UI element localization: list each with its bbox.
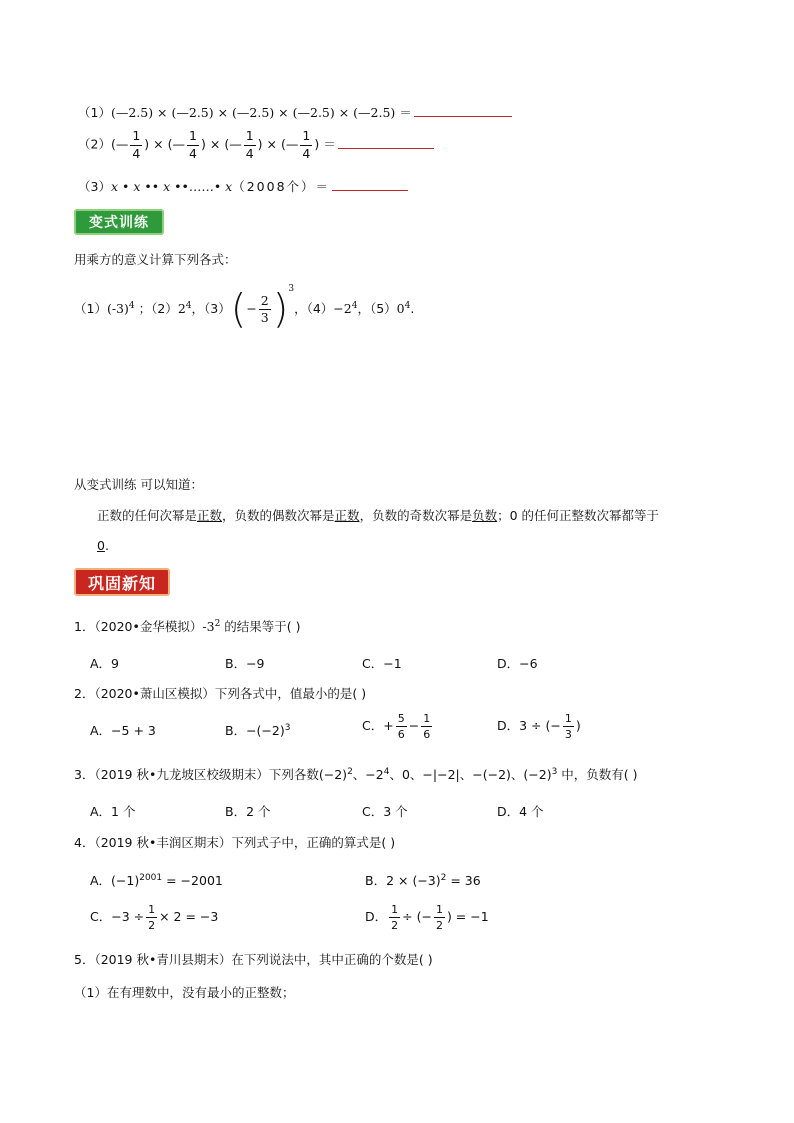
fraction [300, 130, 312, 160]
frac-den: 4 [189, 145, 197, 161]
q3-option-b[interactable]: B．2 个 [225, 804, 271, 819]
exponent: 4 [404, 300, 411, 311]
frac-den: 4 [245, 145, 254, 161]
neg-sign: — [229, 136, 242, 152]
paren: ( [224, 136, 230, 152]
text: A．(−1) [90, 873, 140, 888]
paren: ) [257, 136, 263, 152]
fraction [389, 904, 400, 931]
paren: ) [200, 136, 206, 152]
intro-l3-tail: （2008个）＝ [232, 179, 331, 194]
separator: ，（5） [357, 301, 397, 316]
frac-num: 1 [130, 130, 142, 146]
frac-den: 6 [423, 728, 431, 741]
exponent: 2 [347, 766, 353, 777]
text: ) = −1 [446, 909, 489, 924]
frac-num: 1 [187, 130, 199, 146]
q3-option-d[interactable]: D．4 个 [497, 804, 544, 819]
frac-num: 1 [423, 712, 431, 725]
text: × 2 = −3 [159, 909, 219, 924]
neg-sign: — [172, 136, 186, 152]
exponent: 3 [288, 284, 295, 294]
minus-sign: − [408, 718, 420, 733]
exponent: 3 [551, 766, 558, 777]
answer-blank-3[interactable] [332, 189, 408, 191]
q3-option-a[interactable]: A．1 个 [90, 804, 136, 819]
exponent: 4 [351, 300, 358, 311]
conclusion-head: 从变式训练 可以知道： [74, 477, 203, 492]
intro-l1-number: （1） [78, 105, 111, 120]
frac-den: 3 [564, 728, 572, 741]
frac-den: 3 [260, 310, 269, 325]
underlined-answer: 正数 [334, 508, 360, 523]
text: ，负数的奇数次幂是 [359, 508, 473, 523]
times-sign: × [266, 136, 278, 152]
text: C．−3 ÷ [90, 909, 145, 924]
text: D． [365, 909, 388, 924]
answer-blank-1[interactable] [414, 115, 512, 117]
q4-option-c[interactable] [90, 904, 218, 931]
q3-option-c[interactable]: C．3 个 [362, 804, 408, 819]
frac-num: 1 [300, 130, 312, 146]
fraction [187, 130, 199, 160]
q2-option-a[interactable]: A．−5 + 3 [90, 723, 156, 738]
equals-sign: ＝ [323, 136, 336, 152]
fraction [146, 904, 157, 931]
fraction [244, 130, 256, 160]
frac-num: 1 [244, 130, 256, 146]
text: 3．（2019 秋•九龙坡区校级期末）下列各数 [74, 767, 319, 782]
math-expr: 2 [177, 301, 186, 316]
text: = 36 [446, 873, 481, 888]
fraction [434, 904, 445, 931]
math-expr: -3 [202, 619, 215, 634]
intro-l1-expression: (—2.5) × (—2.5) × (—2.5) × (—2.5) × (—2.5) ＝ [110, 105, 412, 120]
math-expr: 、0、−|−2|、−(−2)、(−2) [389, 767, 552, 782]
q2-option-c[interactable] [362, 713, 434, 740]
frac-den: 4 [302, 145, 311, 161]
fraction [421, 713, 432, 740]
text: ；0 的任何正整数次幂都等于 [497, 508, 660, 523]
exponent: 4 [185, 300, 192, 311]
math-expr: (−2) [318, 767, 348, 782]
separator: ，（4） [294, 301, 334, 316]
paren: ) [144, 136, 150, 152]
fraction [563, 713, 574, 740]
q5-statement-1: （1）在有理数中，没有最小的正整数； [74, 985, 295, 1000]
period: . [410, 301, 415, 316]
intro-l3-number: （3） [78, 179, 111, 194]
frac-num: 1 [391, 903, 399, 916]
math-expr: 0 [396, 301, 405, 316]
times-sign: × [209, 136, 221, 152]
underlined-answer: 0 [97, 538, 105, 553]
big-paren-left: ( [230, 286, 247, 333]
text: ，负数的偶数次幂是 [222, 508, 335, 523]
separator: ；（2） [138, 301, 178, 316]
exponent: 2001 [139, 872, 163, 883]
exponent: 3 [284, 722, 291, 733]
times-sign: × [153, 136, 164, 152]
answer-blank-2[interactable] [338, 147, 434, 149]
fraction [396, 713, 407, 740]
question-1-stem [74, 617, 301, 635]
math-expr: −2 [333, 301, 352, 316]
q2-option-d[interactable] [497, 713, 581, 740]
practice-prompt: 用乘方的意义计算下列各式： [74, 252, 237, 267]
intro-l2-number: （2） [78, 136, 111, 152]
q4-option-a[interactable] [90, 871, 223, 889]
paren: ) [314, 136, 320, 152]
frac-den: 2 [391, 919, 399, 932]
q2-option-b[interactable] [225, 721, 290, 739]
q1-option-b[interactable]: B．−9 [225, 656, 265, 671]
question-4-stem: 4．（2019 秋•丰润区期末）下列式子中，正确的算式是( ) [74, 835, 396, 850]
intro-line-3 [78, 177, 408, 195]
text: 正数的任何次幂是 [97, 508, 198, 523]
frac-num: 2 [259, 295, 271, 311]
text: B．2 × (−3) [365, 873, 441, 888]
practice-line [74, 284, 415, 333]
text: B．−(−2) [225, 723, 285, 738]
frac-num: 5 [397, 712, 405, 725]
frac-den: 6 [397, 728, 405, 741]
text: 中，负数有( ) [557, 767, 638, 782]
paren: ( [167, 136, 173, 152]
q4-option-d[interactable] [365, 904, 489, 931]
exponent: 2 [214, 618, 221, 629]
frac-num: 1 [435, 903, 443, 916]
frac-den: 2 [148, 919, 156, 932]
neg-sign: — [115, 136, 129, 152]
text: 的结果等于( ) [220, 619, 301, 634]
question-5-stem: 5．（2019 秋•青川县期末）在下列说法中，其中正确的个数是( ) [74, 952, 433, 967]
intro-l3-expression: x • x •• x ••……• x [110, 179, 233, 194]
math-expr: (-3) [106, 301, 129, 316]
conclusion-line-2 [97, 538, 109, 553]
q1-option-d[interactable]: D．−6 [497, 656, 538, 671]
intro-line-1 [78, 103, 512, 121]
fraction [130, 130, 142, 160]
q1-option-a[interactable]: A．9 [90, 656, 120, 671]
text: C．+ [362, 718, 394, 733]
paren: ( [110, 136, 116, 152]
neg-sign: — [285, 136, 299, 152]
text: D．3 ÷ (− [497, 718, 561, 733]
paren: ( [281, 136, 286, 152]
math-expr: 、−2 [352, 767, 384, 782]
exponent: 2 [440, 872, 447, 883]
separator: ，（3） [191, 301, 231, 316]
q1-option-c[interactable]: C．−1 [362, 656, 402, 671]
fraction [259, 292, 271, 325]
exponent: 4 [383, 766, 390, 777]
text: ÷ (− [402, 909, 432, 924]
frac-den: 4 [132, 145, 141, 161]
q4-option-b[interactable] [365, 871, 481, 889]
text: ) [575, 718, 581, 733]
intro-line-2 [78, 130, 434, 160]
underlined-answer: 负数 [472, 508, 498, 523]
section-badge-consolidate: 巩固新知 [74, 568, 170, 596]
period: . [104, 538, 109, 553]
frac-num: 1 [564, 712, 572, 725]
neg-sign: − [246, 301, 257, 316]
conclusion-line-1 [97, 506, 659, 524]
big-paren-right: ) [272, 286, 289, 333]
question-3-stem [74, 765, 638, 783]
question-2-stem: 2．（2020•萧山区模拟）下列各式中，值最小的是( ) [74, 686, 367, 701]
practice-num: （1） [74, 301, 107, 316]
frac-den: 2 [435, 919, 443, 932]
text: 1．（2020•金华模拟） [74, 619, 203, 634]
section-badge-practice: 变式训练 [74, 209, 164, 235]
frac-num: 1 [148, 903, 156, 916]
text: = −2001 [162, 873, 223, 888]
exponent: 4 [128, 300, 135, 311]
underlined-answer: 正数 [197, 508, 223, 523]
